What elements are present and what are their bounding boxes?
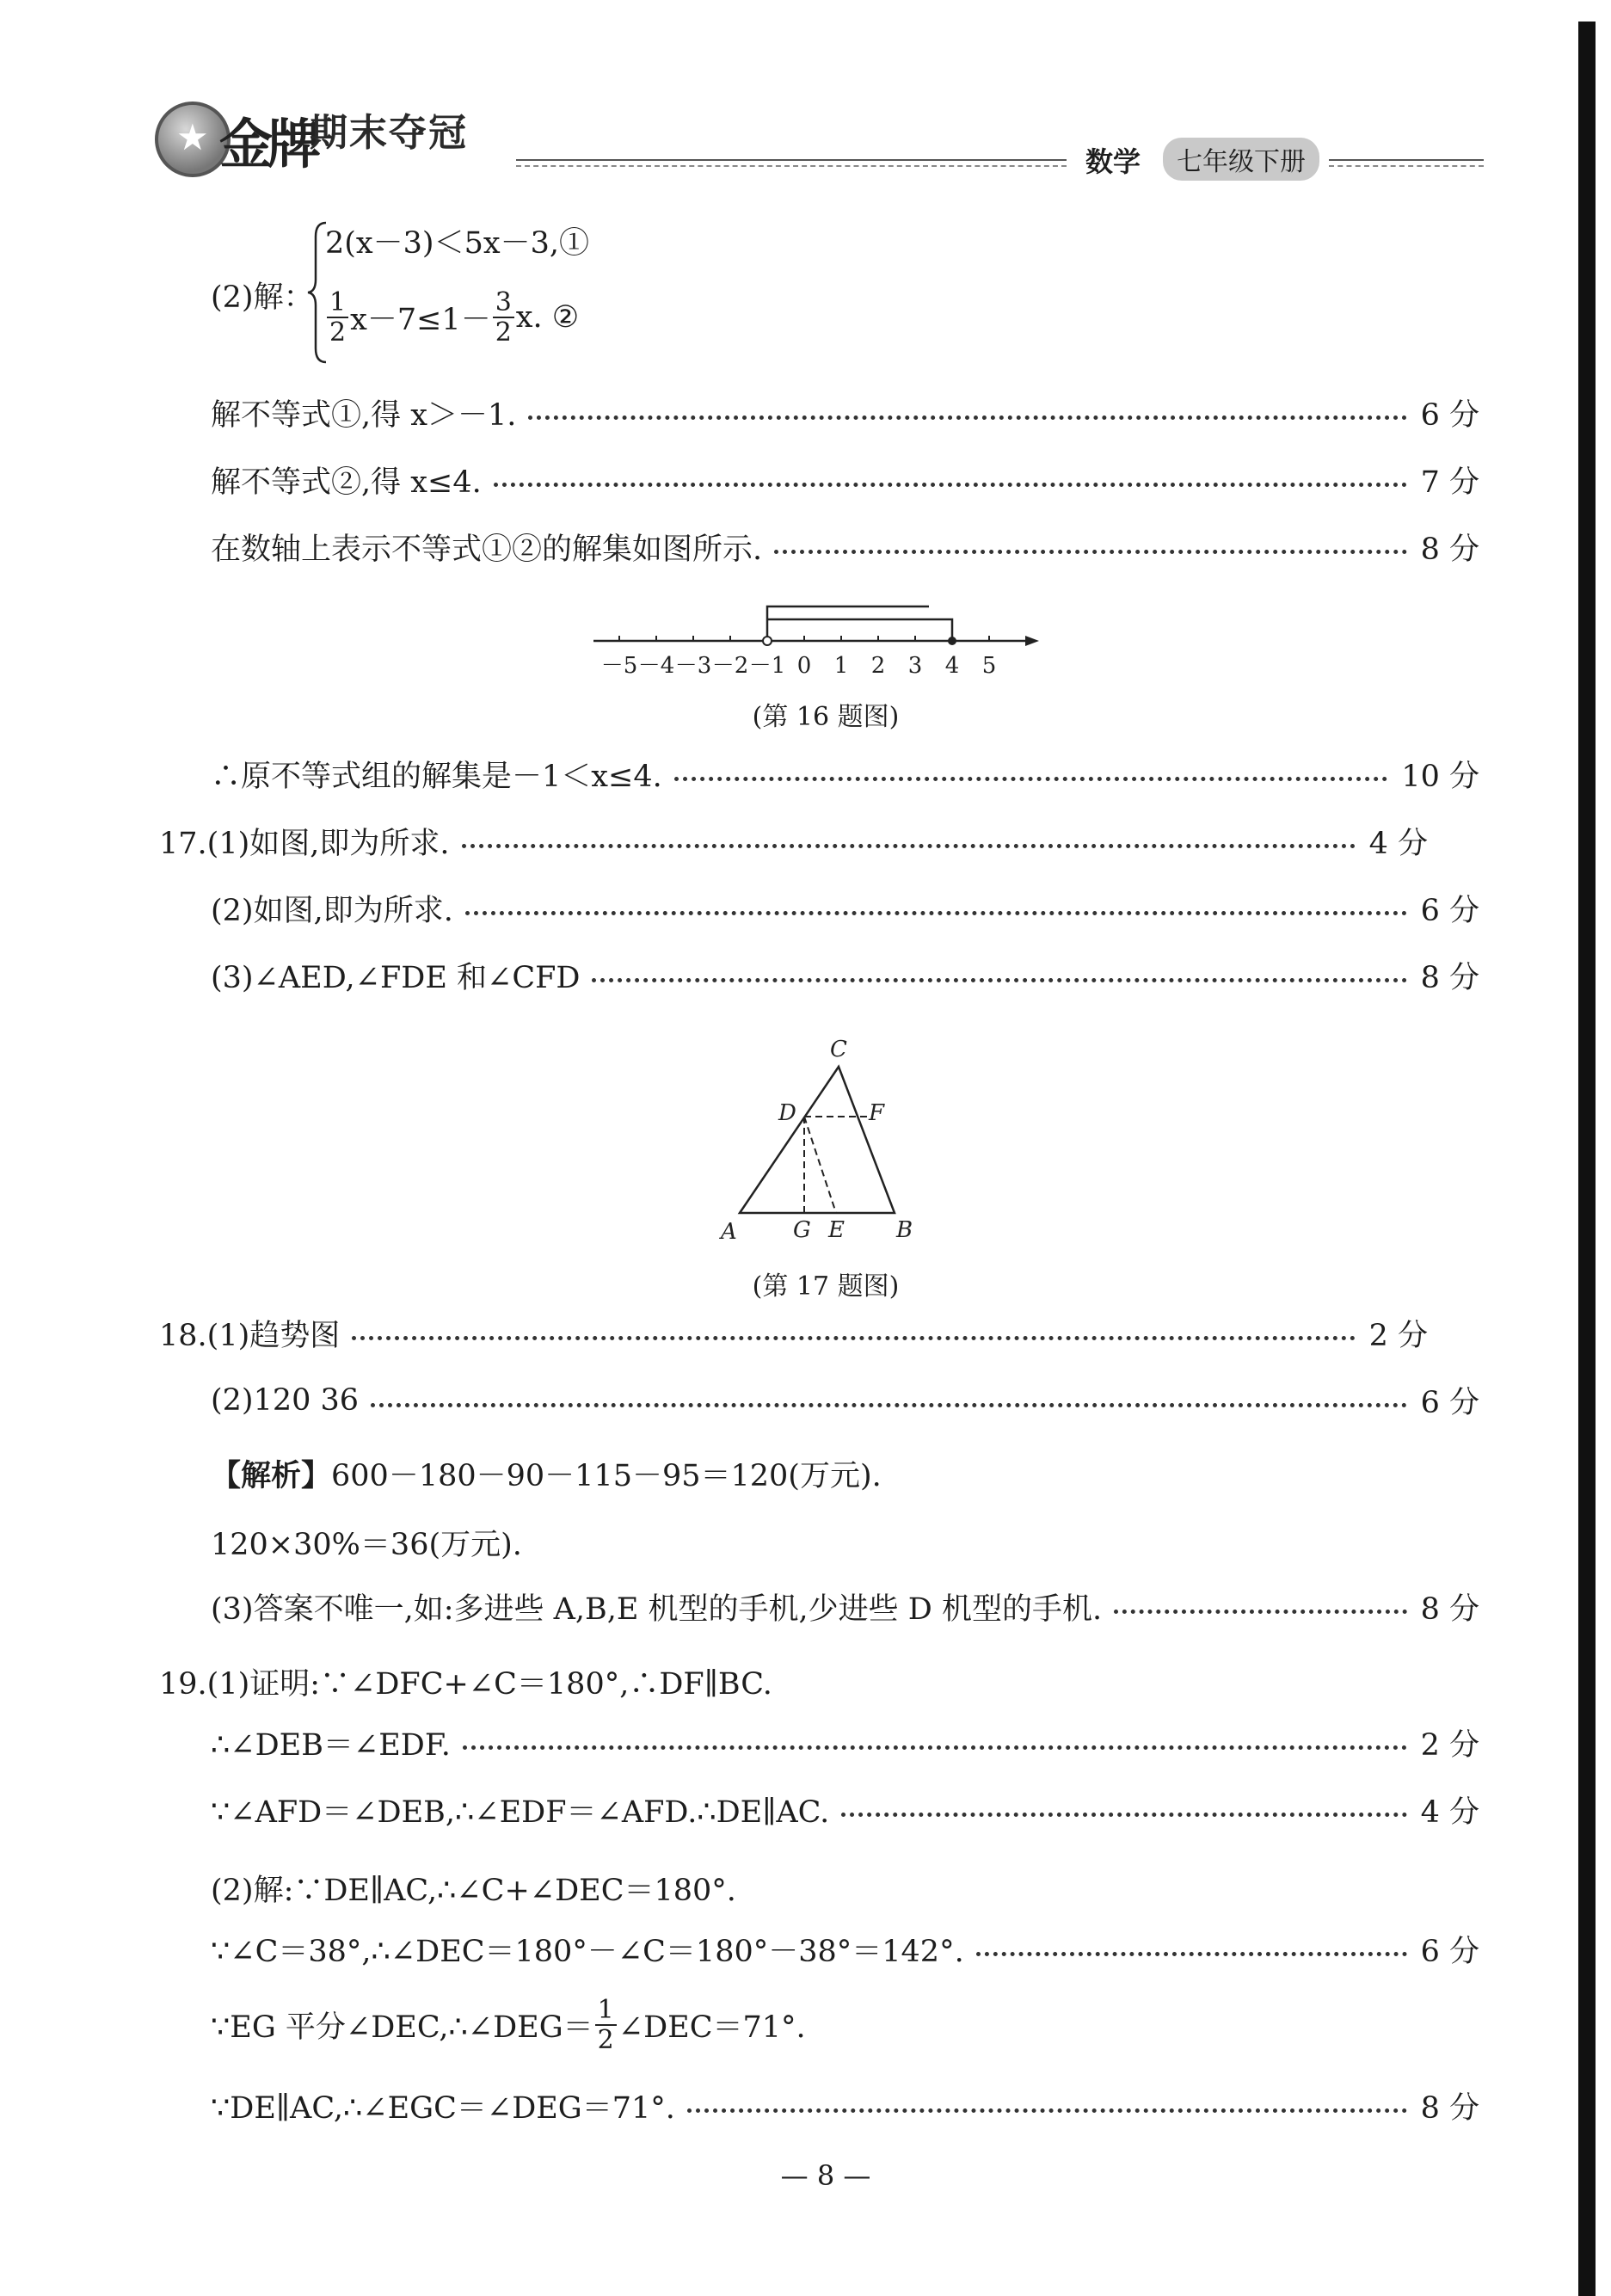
axis-tick-label: 3 [907,653,923,679]
header-rule [1329,159,1484,161]
open-point [763,637,772,645]
score: 6 分 [1420,398,1479,433]
star-icon: ★ [176,116,209,158]
segment-de [804,1117,836,1213]
label-c: C [830,1037,847,1062]
score: 4 分 [1368,827,1428,861]
score: 6 分 [1420,1386,1479,1420]
logo-brand: 金牌 [219,113,317,175]
fraction: $\frac{1}{2}$ [327,288,348,347]
logo-subtitle: 期末夺冠 [310,111,468,155]
q18-part1: 18.(1)趋势图 2 分 [159,1308,1428,1359]
q16-part2-label: (2)解： [211,280,314,315]
score: 8 分 [1420,1592,1479,1627]
q19-step-2: ∴∠DEB＝∠EDF. 2 分 [211,1717,1479,1769]
q16-step-3: 在数轴上表示不等式①②的解集如图所示. 8 分 [211,521,1479,573]
q18-part3: (3)答案不唯一,如:多进些 A,B,E 机型的手机,少进些 D 机型的手机. 8 分 [211,1581,1479,1633]
axis-tick-label: －5 [600,653,638,679]
page-edge-shadow [1578,22,1596,2296]
q19-step-3: ∵∠AFD＝∠DEB,∴∠EDF＝∠AFD.∴DE∥AC. 4 分 [211,1784,1479,1836]
q16-conclusion: ∴原不等式组的解集是－1＜x≤4. 10 分 [211,748,1479,800]
q18-part2: (2)120 36 6 分 [211,1375,1479,1426]
q19-step-5: ∵∠C＝38°,∴∠DEC＝180°－∠C＝180°－38°＝142°. 6 分 [211,1924,1479,1975]
score: 2 分 [1368,1319,1428,1353]
q18-analysis-1: 【解析】600－180－90－115－95＝120(万元). [211,1458,882,1493]
inequality-2: $\frac{1}{2}$ x－7≤1－ $\frac{3}{2}$ x. ② [325,288,579,347]
label-e: E [828,1217,845,1243]
solution-ray-2 [767,619,952,641]
closed-point [948,637,956,645]
q19-step-6: ∵EG 平分∠DEC,∴∠DEG＝ $\frac{1}{2}$ ∠DEC＝71°. [211,1995,806,2055]
q19-step-7: ∵DE∥AC,∴∠EGC＝∠DEG＝71°. 8 分 [211,2080,1479,2132]
header-rule [516,165,1067,167]
q17-part1: 17.(1)如图,即为所求. 4 分 [159,816,1428,867]
score: 8 分 [1420,2091,1479,2126]
fraction: $\frac{3}{2}$ [493,288,514,347]
q17-part3: (3)∠AED,∠FDE 和∠CFD 8 分 [211,950,1479,1001]
q18-analysis-2: 120×30%＝36(万元). [211,1528,522,1562]
label-d: D [778,1100,796,1126]
score: 10 分 [1401,760,1479,794]
grade-badge: 七年级下册 [1163,138,1319,181]
fig17-caption: (第 17 题图) [752,1271,900,1302]
q17-part2: (2)如图,即为所求. 6 分 [211,883,1479,934]
axis-tick-label: 0 [796,653,812,679]
triangle-abc [740,1067,895,1213]
triangle-figure [714,1032,929,1256]
axis-tick-label: －1 [748,653,786,679]
label-g: G [793,1217,811,1243]
q16-step-1: 解不等式①,得 x＞－1. 6 分 [211,387,1479,439]
q19-part1: 19.(1)证明:∵∠DFC+∠C＝180°,∴DF∥BC. [159,1667,772,1702]
axis-tick-label: 5 [981,653,997,679]
score: 4 分 [1420,1795,1479,1830]
score: 7 分 [1420,465,1479,500]
score: 2 分 [1420,1728,1479,1763]
subject-label: 数学 [1085,145,1141,178]
score: 6 分 [1420,1935,1479,1969]
axis-tick-label: 4 [944,653,960,679]
score: 8 分 [1420,532,1479,567]
number-line-figure [585,594,1049,688]
axis-tick-label: －3 [674,653,712,679]
q19-part2: (2)解:∵DE∥AC,∴∠C+∠DEC＝180°. [211,1874,736,1908]
axis-tick-label: －2 [711,653,749,679]
score: 6 分 [1420,894,1479,928]
axis-tick-label: －4 [637,653,675,679]
q16-step-2: 解不等式②,得 x≤4. 7 分 [211,454,1479,506]
solution-ray-1 [767,606,929,641]
page-number: — 8 — [780,2159,871,2192]
label-a: A [721,1219,737,1245]
inequality-1: 2(x－3)＜5x－3,① [325,226,589,261]
fig16-caption: (第 16 题图) [752,702,900,732]
label-b: B [896,1217,913,1243]
axis-tick-label: 2 [870,653,886,679]
label-f: F [869,1100,885,1126]
header-rule [1329,165,1484,167]
axis-tick-label: 1 [833,653,849,679]
header-rule [516,159,1067,161]
fraction: $\frac{1}{2}$ [595,1996,617,2054]
score: 8 分 [1420,961,1479,995]
